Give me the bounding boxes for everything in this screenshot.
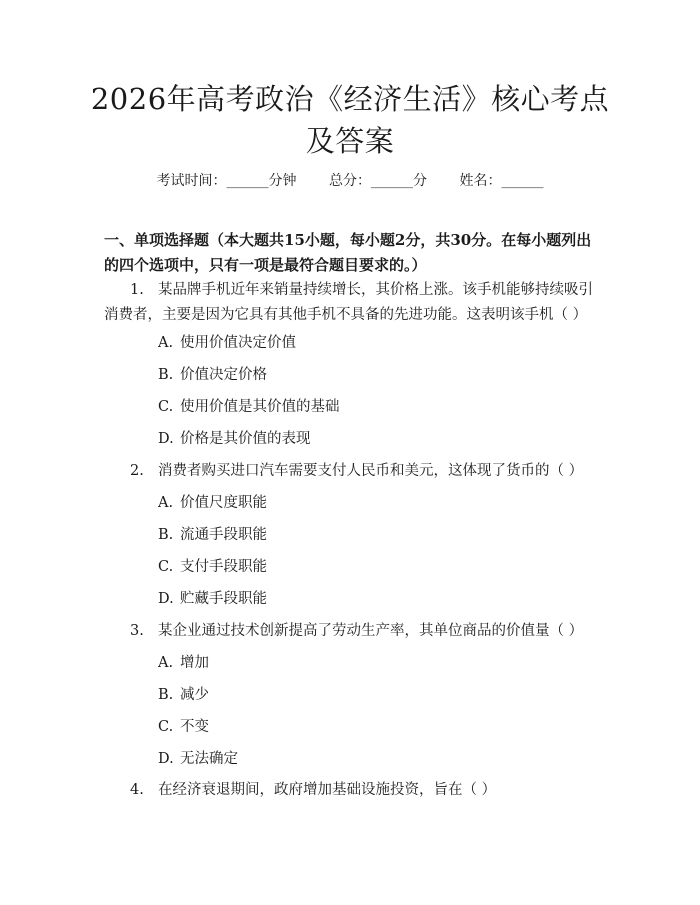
question-text: 某企业通过技术创新提高了劳动生产率，其单位商品的价值量（ ） bbox=[158, 623, 584, 639]
option-text: 无法确定 bbox=[180, 751, 238, 767]
option-1a bbox=[158, 333, 296, 353]
question-3 bbox=[104, 619, 604, 644]
option-letter: C. bbox=[158, 719, 174, 735]
option-2a bbox=[158, 493, 267, 513]
option-letter: A. bbox=[158, 335, 174, 351]
option-1c bbox=[158, 397, 340, 417]
question-number: 2. bbox=[130, 463, 144, 479]
option-3b bbox=[158, 685, 209, 705]
option-3a bbox=[158, 653, 209, 673]
option-text: 使用价值是其价值的基础 bbox=[180, 399, 340, 415]
option-letter: A. bbox=[158, 655, 174, 671]
exam-time-field: 考试时间：______分钟 bbox=[156, 173, 297, 189]
question-4 bbox=[104, 778, 604, 803]
option-text: 减少 bbox=[180, 687, 209, 703]
question-text: 在经济衰退期间，政府增加基础设施投资，旨在（ ） bbox=[158, 782, 497, 798]
section-heading: 一、单项选择题（本大题共15小题，每小题2分，共30分。在每小题列出的四个选项中，只有一项是最符合题目要求的。） bbox=[104, 231, 592, 274]
option-2c bbox=[158, 557, 267, 577]
option-text: 增加 bbox=[180, 655, 209, 671]
exam-meta bbox=[0, 170, 700, 190]
option-text: 使用价值决定价值 bbox=[180, 335, 296, 351]
option-letter: D. bbox=[158, 751, 174, 767]
option-text: 流通手段职能 bbox=[180, 527, 267, 543]
question-number: 3. bbox=[130, 623, 144, 639]
question-text: 消费者购买进口汽车需要支付人民币和美元，这体现了货币的（ ） bbox=[158, 463, 584, 479]
option-1b bbox=[158, 365, 267, 385]
question-1 bbox=[104, 278, 604, 328]
question-number: 4. bbox=[130, 782, 144, 798]
question-text: 某品牌手机近年来销量持续增长，其价格上涨。该手机能够持续吸引消费者，主要是因为它具有其他手机不具备的先进功能。这表明该手机（ ） bbox=[104, 282, 593, 323]
option-2d bbox=[158, 589, 267, 609]
question-number: 1. bbox=[130, 282, 144, 298]
option-letter: C. bbox=[158, 399, 174, 415]
option-3c bbox=[158, 717, 209, 737]
option-letter: B. bbox=[158, 687, 174, 703]
option-text: 贮藏手段职能 bbox=[180, 591, 267, 607]
page-title: 2026年高考政治《经济生活》核心考点及答案 bbox=[90, 82, 610, 158]
option-text: 支付手段职能 bbox=[180, 559, 267, 575]
option-2b bbox=[158, 525, 267, 545]
total-score-field: 总分：______分 bbox=[329, 173, 427, 189]
option-text: 价格是其价值的表现 bbox=[180, 431, 311, 447]
option-text: 不变 bbox=[180, 719, 209, 735]
option-letter: D. bbox=[158, 431, 174, 447]
option-text: 价值尺度职能 bbox=[180, 495, 267, 511]
question-2 bbox=[104, 459, 604, 484]
option-letter: B. bbox=[158, 367, 174, 383]
option-letter: A. bbox=[158, 495, 174, 511]
option-1d bbox=[158, 429, 311, 449]
option-letter: C. bbox=[158, 559, 174, 575]
option-text: 价值决定价格 bbox=[180, 367, 267, 383]
option-letter: D. bbox=[158, 591, 174, 607]
option-letter: B. bbox=[158, 527, 174, 543]
student-name-field: 姓名：______ bbox=[459, 173, 544, 189]
option-3d bbox=[158, 749, 238, 769]
